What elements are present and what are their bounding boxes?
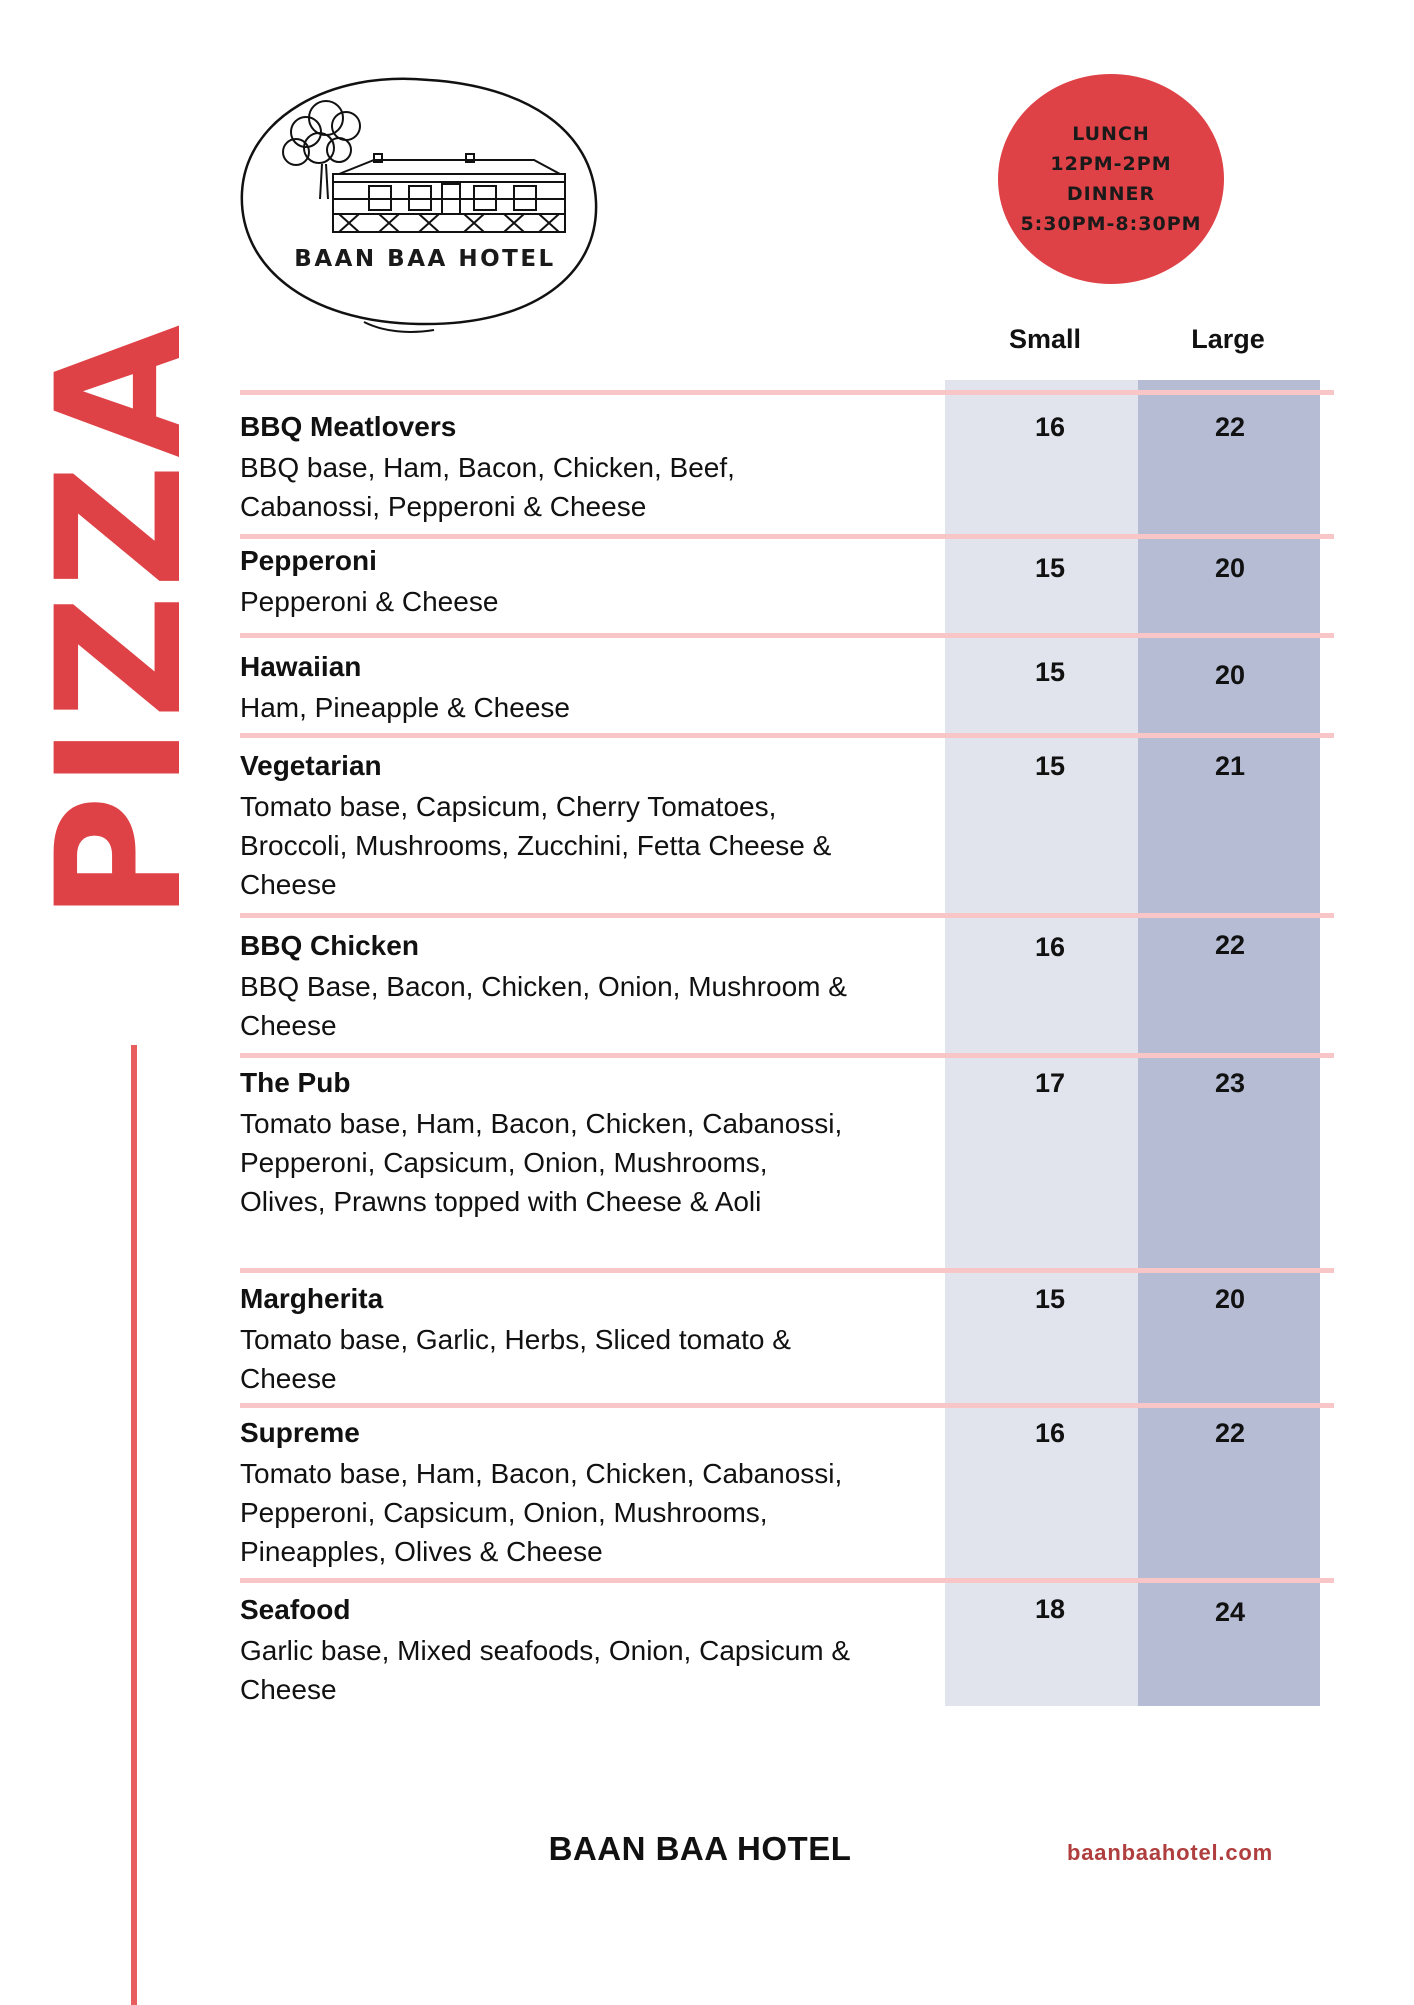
price-large: 24 bbox=[1214, 1597, 1246, 1627]
item-name: Vegetarian bbox=[240, 750, 382, 781]
price-large: 20 bbox=[1214, 1284, 1246, 1314]
menu-title: PIZZA bbox=[19, 318, 220, 922]
item-description: Pepperoni & Cheese bbox=[240, 586, 499, 617]
item-description: BBQ base, Ham, Bacon, Chicken, Beef, Cabanossi, Pepperoni & Cheese bbox=[240, 452, 735, 522]
price-small: 16 bbox=[1034, 1418, 1066, 1448]
price-large: 20 bbox=[1214, 553, 1246, 583]
price-large: 22 bbox=[1214, 412, 1246, 442]
item-name: Margherita bbox=[240, 1283, 384, 1314]
item-description: Tomato base, Ham, Bacon, Chicken, Cabanossi, Pepperoni, Capsicum, Onion, Mushrooms, Pineapples, Olives & Cheese bbox=[240, 1458, 843, 1567]
lunch-time: 12PM-2PM bbox=[1050, 153, 1172, 175]
row-divider bbox=[240, 390, 1334, 395]
price-small: 15 bbox=[1034, 553, 1066, 583]
item-description: Ham, Pineapple & Cheese bbox=[240, 692, 570, 723]
menu-item bbox=[240, 1416, 860, 1571]
row-divider bbox=[240, 1403, 1334, 1408]
hours-badge bbox=[998, 74, 1224, 284]
price-large: 22 bbox=[1214, 930, 1246, 960]
logo-hotel-name: BAAN BAA HOTEL bbox=[294, 246, 556, 272]
accent-line bbox=[131, 1045, 137, 2005]
item-description: Tomato base, Ham, Bacon, Chicken, Cabanossi, Pepperoni, Capsicum, Onion, Mushrooms, Olives, Prawns topped with Cheese & Aoli bbox=[240, 1108, 843, 1217]
price-small: 15 bbox=[1034, 657, 1066, 687]
dinner-label: DINNER bbox=[1066, 183, 1156, 205]
price-large: 23 bbox=[1214, 1068, 1246, 1098]
lunch-label: LUNCH bbox=[1072, 123, 1150, 145]
item-name: The Pub bbox=[240, 1067, 351, 1098]
column-header-large: Large bbox=[1191, 324, 1265, 354]
row-divider bbox=[240, 1578, 1334, 1583]
item-description: Garlic base, Mixed seafoods, Onion, Capsicum & Cheese bbox=[240, 1635, 851, 1705]
item-name: Pepperoni bbox=[240, 545, 377, 576]
menu-item bbox=[240, 544, 860, 621]
price-small: 16 bbox=[1034, 412, 1066, 442]
menu-item bbox=[240, 749, 860, 904]
menu-item bbox=[240, 410, 860, 526]
dinner-time: 5:30PM-8:30PM bbox=[1020, 213, 1202, 235]
item-name: Seafood bbox=[240, 1594, 351, 1625]
item-description: Tomato base, Capsicum, Cherry Tomatoes, Broccoli, Mushrooms, Zucchini, Fetta Cheese & Cheese bbox=[240, 791, 832, 900]
price-small: 15 bbox=[1034, 1284, 1066, 1314]
item-description: Tomato base, Garlic, Herbs, Sliced tomato & Cheese bbox=[240, 1324, 791, 1394]
row-divider bbox=[240, 1268, 1334, 1273]
price-large: 22 bbox=[1214, 1418, 1246, 1448]
item-name: Supreme bbox=[240, 1417, 360, 1448]
item-name: BBQ Chicken bbox=[240, 930, 419, 961]
menu-item bbox=[240, 1066, 860, 1221]
item-name: BBQ Meatlovers bbox=[240, 411, 457, 442]
footer-hotel-name: BAAN BAA HOTEL bbox=[548, 1830, 852, 1867]
column-header-small: Small bbox=[1008, 324, 1082, 354]
row-divider bbox=[240, 733, 1334, 738]
price-small: 18 bbox=[1034, 1594, 1066, 1624]
price-large: 20 bbox=[1214, 660, 1246, 690]
row-divider bbox=[240, 633, 1334, 638]
item-name: Hawaiian bbox=[240, 651, 362, 682]
row-divider bbox=[240, 534, 1334, 539]
row-divider bbox=[240, 913, 1334, 918]
hotel-building-icon bbox=[234, 74, 604, 339]
menu-item bbox=[240, 929, 860, 1045]
menu-item bbox=[240, 650, 860, 727]
price-small: 17 bbox=[1034, 1068, 1066, 1098]
menu-item bbox=[240, 1593, 860, 1709]
item-description: BBQ Base, Bacon, Chicken, Onion, Mushroom & Cheese bbox=[240, 971, 847, 1041]
price-large: 21 bbox=[1214, 751, 1246, 781]
price-small: 16 bbox=[1034, 932, 1066, 962]
footer-website-link[interactable]: baanbaahotel.com bbox=[1067, 1840, 1273, 1865]
menu-item bbox=[240, 1282, 860, 1398]
row-divider bbox=[240, 1053, 1334, 1058]
price-small: 15 bbox=[1034, 751, 1066, 781]
